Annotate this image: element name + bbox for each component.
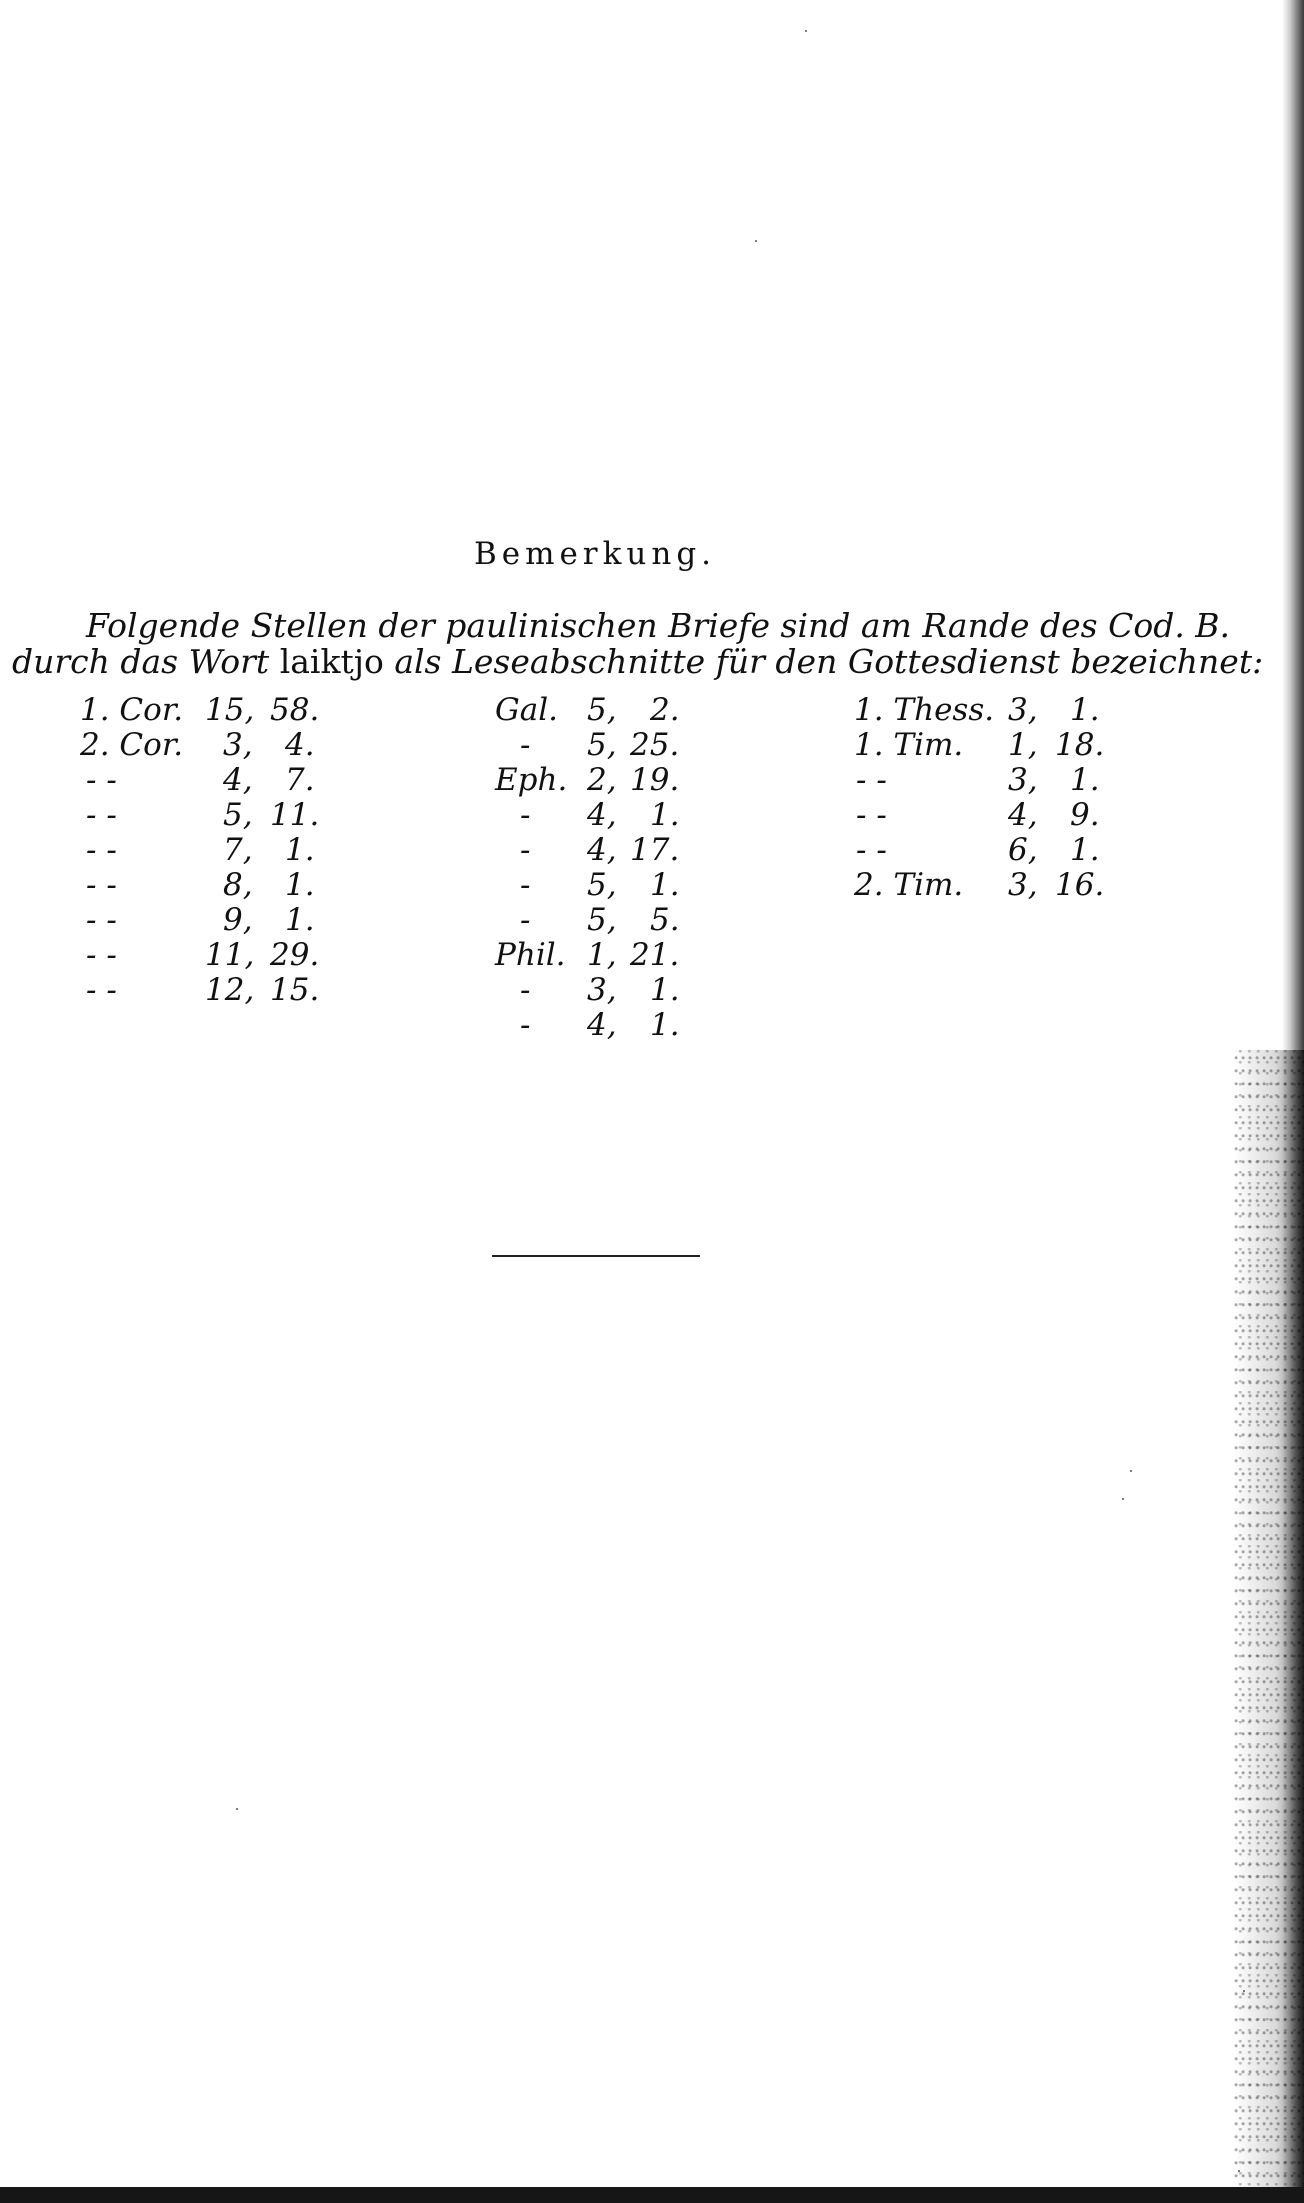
book-name: Gal.	[495, 692, 559, 728]
reference-row	[490, 972, 710, 1007]
chapter-number: 15,	[205, 692, 255, 728]
reference-row	[490, 832, 710, 867]
reference-row	[80, 797, 340, 832]
reference-row	[490, 762, 710, 797]
chapter-number: 9,	[223, 902, 253, 938]
page-heading: Bemerkung.	[473, 536, 717, 572]
verse-number: 4.	[285, 727, 315, 763]
scan-speck	[1122, 1498, 1124, 1500]
reference-column-3	[850, 692, 1110, 902]
book-name: - -	[856, 762, 887, 798]
verse-number: 1.	[285, 902, 315, 938]
book-name: - -	[856, 797, 887, 833]
reference-row	[850, 797, 1110, 832]
book-name: -	[520, 832, 531, 868]
scan-speck	[236, 1808, 238, 1810]
verse-number: 1.	[650, 797, 680, 833]
verse-number: 7.	[285, 762, 315, 798]
chapter-number: 4,	[1008, 797, 1038, 833]
verse-number: 16.	[1055, 867, 1105, 903]
book-name: - -	[86, 797, 117, 833]
verse-number: 1.	[1070, 692, 1100, 728]
reference-row	[80, 727, 340, 762]
verse-number: 2.	[650, 692, 680, 728]
chapter-number: 6,	[1008, 832, 1038, 868]
book-name: -	[520, 1007, 531, 1043]
chapter-number: 5,	[587, 902, 617, 938]
chapter-number: 1,	[1008, 727, 1038, 763]
scan-bottom-border	[0, 2187, 1304, 2203]
intro-line-2	[12, 642, 1264, 681]
reference-row	[80, 972, 340, 1007]
intro-line-1: Folgende Stellen der paulinischen Briefe sind am Rande des Cod. B.	[86, 606, 1231, 645]
chapter-number: 11,	[205, 937, 255, 973]
chapter-number: 3,	[223, 727, 253, 763]
book-name: -	[520, 727, 531, 763]
verse-number: 19.	[630, 762, 680, 798]
verse-number: 25.	[630, 727, 680, 763]
chapter-number: 5,	[587, 727, 617, 763]
verse-number: 18.	[1055, 727, 1105, 763]
book-name: -	[520, 797, 531, 833]
book-name: - -	[86, 937, 117, 973]
book-name: Phil.	[495, 937, 566, 973]
intro-line-2-start: durch das Wort	[12, 642, 280, 681]
reference-row	[80, 692, 340, 727]
book-name: -	[520, 972, 531, 1008]
reference-row	[490, 902, 710, 937]
chapter-number: 4,	[223, 762, 253, 798]
chapter-number: 4,	[587, 1007, 617, 1043]
chapter-number: 3,	[1008, 867, 1038, 903]
chapter-number: 5,	[587, 867, 617, 903]
book-name: 1. Thess.	[854, 692, 995, 728]
book-name: 2. Tim.	[854, 867, 964, 903]
verse-number: 5.	[650, 902, 680, 938]
reference-row	[80, 832, 340, 867]
reference-row	[490, 692, 710, 727]
chapter-number: 5,	[223, 797, 253, 833]
chapter-number: 7,	[223, 832, 253, 868]
scan-speck	[755, 240, 757, 242]
reference-column-2	[490, 692, 710, 1042]
verse-number: 21.	[630, 937, 680, 973]
reference-row	[850, 727, 1110, 762]
reference-column-1	[80, 692, 340, 1007]
book-name: 1. Tim.	[854, 727, 964, 763]
reference-row	[490, 797, 710, 832]
verse-number: 9.	[1070, 797, 1100, 833]
scan-speck	[1243, 1990, 1245, 1992]
book-name: 2. Cor.	[80, 727, 184, 763]
book-name: -	[520, 902, 531, 938]
verse-number: 15.	[270, 972, 320, 1008]
reference-row	[80, 762, 340, 797]
chapter-number: 4,	[587, 797, 617, 833]
reference-row	[850, 867, 1110, 902]
book-name: - -	[86, 762, 117, 798]
reference-row	[850, 692, 1110, 727]
intro-line-2-end: als Leseabschnitte für den Gottesdienst bezeichnet:	[383, 642, 1264, 681]
scan-speck	[1238, 2170, 1240, 2172]
verse-number: 1.	[285, 832, 315, 868]
verse-number: 58.	[270, 692, 320, 728]
chapter-number: 5,	[587, 692, 617, 728]
scan-speck	[805, 30, 807, 32]
chapter-number: 2,	[587, 762, 617, 798]
reference-row	[80, 867, 340, 902]
book-name: 1. Cor.	[80, 692, 184, 728]
chapter-number: 8,	[223, 867, 253, 903]
reference-row	[490, 727, 710, 762]
book-name: -	[520, 867, 531, 903]
page-edge-speckle	[1234, 1050, 1304, 2203]
verse-number: 29.	[270, 937, 320, 973]
reference-row	[80, 937, 340, 972]
reference-row	[490, 937, 710, 972]
chapter-number: 4,	[587, 832, 617, 868]
verse-number: 17.	[630, 832, 680, 868]
chapter-number: 1,	[587, 937, 617, 973]
book-name: Eph.	[495, 762, 568, 798]
chapter-number: 3,	[587, 972, 617, 1008]
verse-number: 1.	[650, 867, 680, 903]
book-name: - -	[86, 902, 117, 938]
verse-number: 1.	[650, 972, 680, 1008]
chapter-number: 3,	[1008, 762, 1038, 798]
reference-row	[490, 1007, 710, 1042]
reference-row	[850, 762, 1110, 797]
intro-paragraph	[12, 606, 1264, 681]
reference-row	[850, 832, 1110, 867]
section-divider-rule	[492, 1255, 700, 1257]
verse-number: 11.	[270, 797, 320, 833]
book-name: - -	[856, 832, 887, 868]
reference-row	[490, 867, 710, 902]
gothic-word: laiktjo	[279, 642, 384, 681]
chapter-number: 12,	[205, 972, 255, 1008]
book-name: - -	[86, 832, 117, 868]
scan-speck	[1130, 1470, 1132, 1472]
verse-number: 1.	[1070, 762, 1100, 798]
verse-number: 1.	[285, 867, 315, 903]
reference-row	[80, 902, 340, 937]
book-name: - -	[86, 972, 117, 1008]
chapter-number: 3,	[1008, 692, 1038, 728]
verse-number: 1.	[1070, 832, 1100, 868]
verse-number: 1.	[650, 1007, 680, 1043]
book-name: - -	[86, 867, 117, 903]
